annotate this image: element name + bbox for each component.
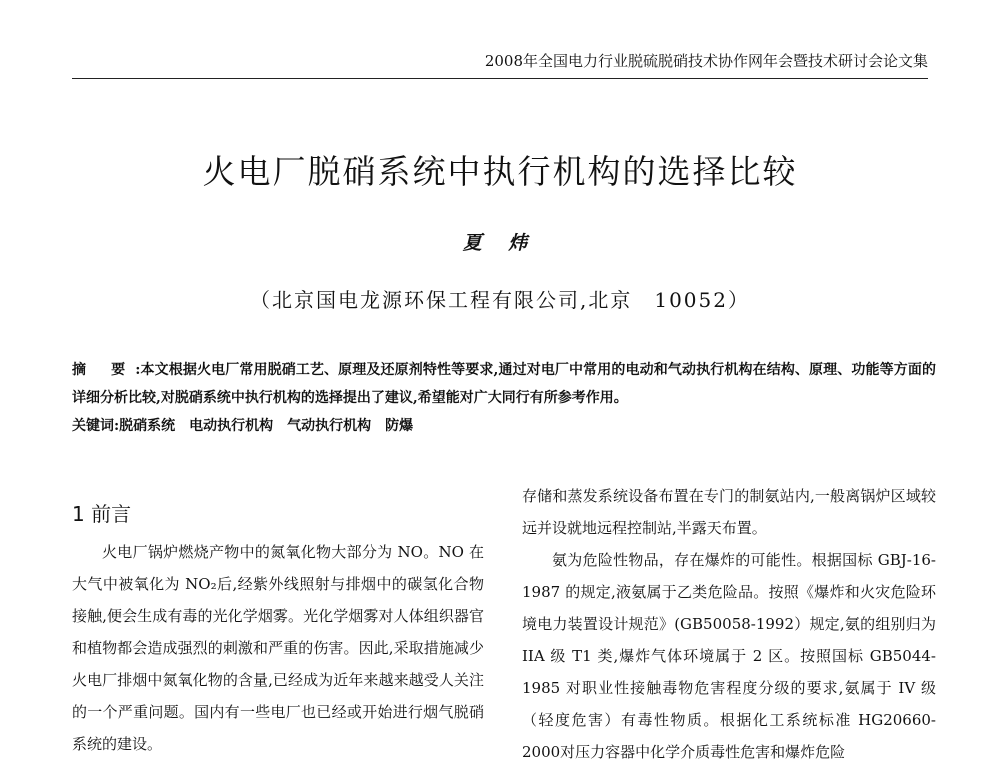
affiliation: （北京国电龙源环保工程有限公司,北京 10052） <box>250 288 750 312</box>
intro-paragraph: 火电厂锅炉燃烧产物中的氮氧化物大部分为 NO。NO 在大气中被氧化为 NO₂后,经紫外线照射与排烟中的碳氢化合物接触,便会生成有毒的光化学烟雾。光化学烟雾对人体组织器官和植物都会造成强烈的刺激和严重的伤害。因此,采取措施减少火电厂排烟中氮氧化物的含量,已经成为近年来越来越受人关注的一个严重问题。国内有一些电厂也已经或开始进行烟气脱硝系统的建设。 <box>72 543 484 753</box>
abstract-block <box>72 356 936 440</box>
abstract-text: :本文根据火电厂常用脱硝工艺、原理及还原剂特性等要求,通过对电厂中常用的电动和气动执行机构在结构、原理、功能等方面的详细分析比较,对脱硝系统中执行机构的选择提出了建议,希望能对广大同行有所参考作用。 <box>72 362 936 406</box>
keywords-label: 关键词 <box>72 418 114 434</box>
author-name: 夏 炜 <box>462 232 538 254</box>
abstract <box>72 356 936 412</box>
right-column <box>522 480 936 768</box>
right-paragraph-2: 氨为危险性物品，存在爆炸的可能性。根据国标 GBJ-16-1987 的规定,液氨属于乙类危险品。按照《爆炸和火灾危险环境电力装置设计规范》(GB50058-1992）规定,氨的组别归为 IIA 级 T1 类,爆炸气体环境属于 2 区。按照国标 GB5044-1985 对职业性接触毒物危害程度分级的要求,氨属于 IV 级（轻度危害）有毒性物质。根据化工系统标准 HG20660-2000对压力容器中化学介质毒性危害和爆炸危险 <box>522 551 936 761</box>
right-paragraph-1: 存储和蒸发系统设备布置在专门的制氨站内,一般离锅炉区域较远并设就地远程控制站,半露天布置。 <box>522 487 936 537</box>
paper-title: 火电厂脱硝系统中执行机构的选择比较 <box>202 152 798 191</box>
keywords <box>72 412 936 440</box>
abstract-label: 摘 要 <box>72 362 136 378</box>
left-column <box>72 536 484 760</box>
header-rule <box>72 78 928 79</box>
section-heading: 1 前言 <box>72 502 132 526</box>
running-header: 2008年全国电力行业脱硫脱硝技术协作网年会暨技术研讨会论文集 <box>484 52 928 70</box>
keywords-text: :脱硝系统 电动执行机构 气动执行机构 防爆 <box>114 418 414 434</box>
